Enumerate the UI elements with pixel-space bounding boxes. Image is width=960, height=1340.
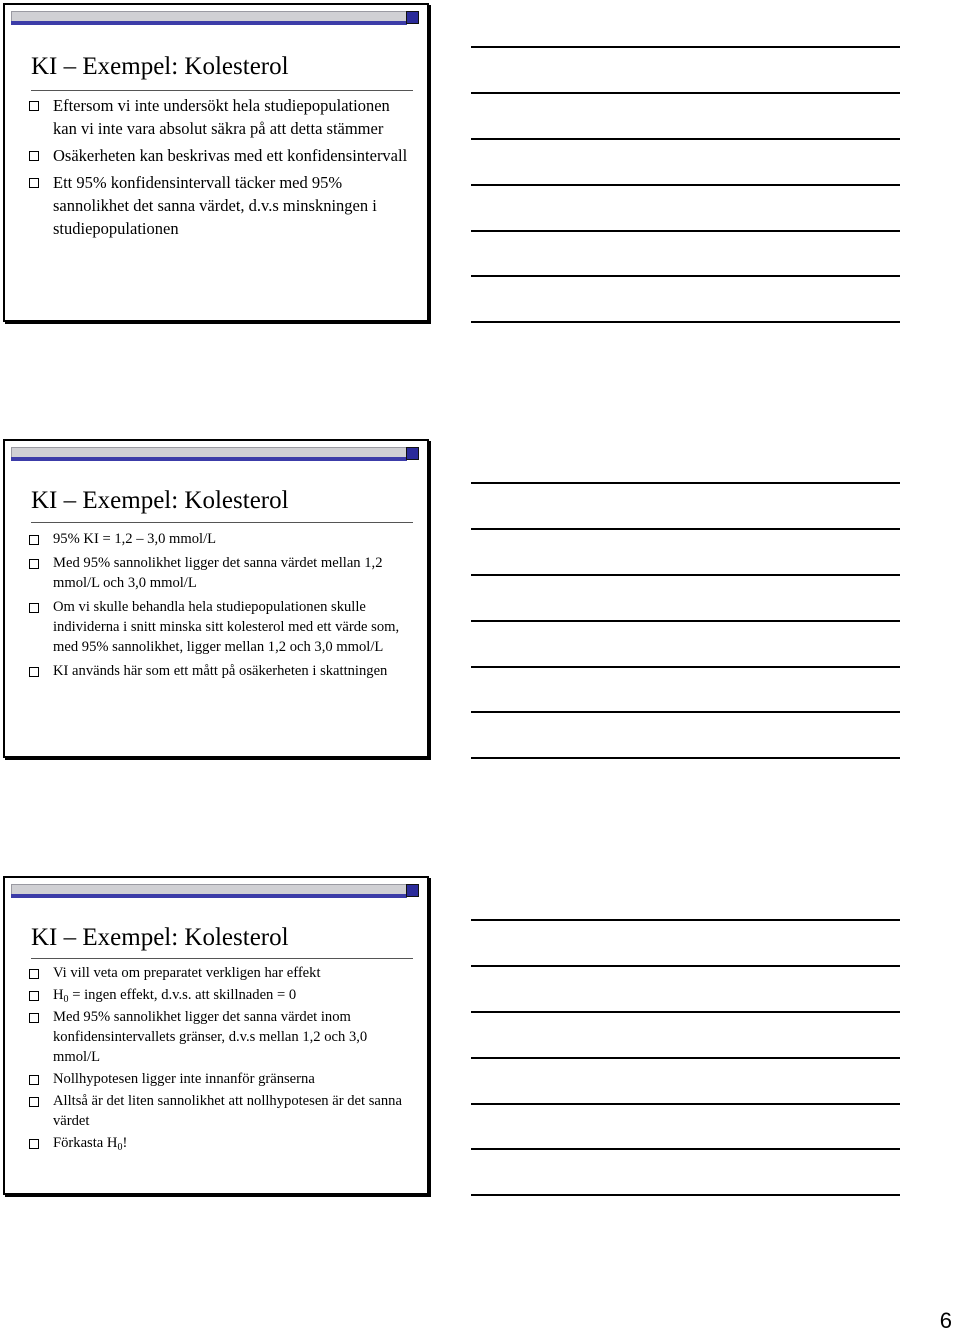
square-bullet-icon	[29, 969, 39, 979]
bullet-item: Med 95% sannolikhet ligger det sanna värdet mellan 1,2 mmol/L och 3,0 mmol/L	[27, 553, 417, 593]
note-line	[471, 138, 900, 140]
slide-title: KI – Exempel: Kolesterol	[31, 924, 289, 951]
slide-title: KI – Exempel: Kolesterol	[31, 53, 289, 80]
slide-title: KI – Exempel: Kolesterol	[31, 487, 289, 514]
bullet-item: Eftersom vi inte undersökt hela studiepopulationen kan vi inte vara absolut säkra på att detta stämmer	[27, 94, 417, 140]
bullet-list	[27, 963, 417, 1155]
note-line	[471, 574, 900, 576]
square-bullet-icon	[29, 559, 39, 569]
square-bullet-icon	[29, 603, 39, 613]
square-bullet-icon	[29, 178, 39, 188]
bullet-item: Med 95% sannolikhet ligger det sanna värdet inom konfidensintervallets gränser, d.v.s mellan 1,2 och 3,0 mmol/L	[27, 1007, 417, 1067]
bullet-item: KI används här som ett mått på osäkerheten i skattningen	[27, 661, 417, 681]
title-divider	[31, 522, 413, 523]
note-line	[471, 230, 900, 232]
note-line	[471, 275, 900, 277]
note-line	[471, 1057, 900, 1059]
bullet-item: Nollhypotesen ligger inte innanför gränserna	[27, 1069, 417, 1089]
note-line	[471, 711, 900, 713]
slide-header-bar	[11, 11, 419, 25]
note-line	[471, 1148, 900, 1150]
square-bullet-icon	[29, 991, 39, 1001]
note-line	[471, 184, 900, 186]
bullet-item: Osäkerheten kan beskrivas med ett konfidensintervall	[27, 144, 417, 167]
square-bullet-icon	[29, 535, 39, 545]
title-divider	[31, 90, 413, 91]
title-divider	[31, 958, 413, 959]
bullet-item: 95% KI = 1,2 – 3,0 mmol/L	[27, 529, 417, 549]
note-line	[471, 46, 900, 48]
note-line	[471, 528, 900, 530]
square-bullet-icon	[29, 1139, 39, 1149]
square-bullet-icon	[29, 1097, 39, 1107]
note-line	[471, 919, 900, 921]
h0-subscript: 0	[63, 994, 69, 1005]
page-number: 6	[939, 1308, 952, 1333]
square-bullet-icon	[29, 151, 39, 161]
note-line	[471, 1194, 900, 1196]
note-line	[471, 757, 900, 759]
bullet-list	[27, 529, 417, 685]
bullet-list	[27, 94, 417, 244]
bullet-item: Vi vill veta om preparatet verkligen har effekt	[27, 963, 417, 983]
slide-header-bar	[11, 447, 419, 461]
notes-area-3	[471, 873, 900, 1203]
h0-subscript: 0	[117, 1142, 123, 1153]
note-line	[471, 1103, 900, 1105]
slide-3	[3, 876, 429, 1195]
bullet-item: Alltså är det liten sannolikhet att nollhypotesen är det sanna värdet	[27, 1091, 417, 1131]
note-line	[471, 482, 900, 484]
square-bullet-icon	[29, 101, 39, 111]
corner-square-icon	[406, 11, 419, 24]
square-bullet-icon	[29, 667, 39, 677]
note-line	[471, 92, 900, 94]
note-line	[471, 321, 900, 323]
notes-area-1	[471, 0, 900, 330]
notes-area-2	[471, 436, 900, 766]
bullet-item: Ett 95% konfidensintervall täcker med 95% sannolikhet det sanna värdet, d.v.s minskningen i studiepopulationen	[27, 171, 417, 240]
bullet-item: $H_0$ = ingen effekt, d.v.s. att skillnaden = 0	[27, 985, 417, 1005]
corner-square-icon	[406, 884, 419, 897]
square-bullet-icon	[29, 1013, 39, 1023]
square-bullet-icon	[29, 1075, 39, 1085]
note-line	[471, 666, 900, 668]
slide-2	[3, 439, 429, 758]
note-line	[471, 965, 900, 967]
bullet-item: Om vi skulle behandla hela studiepopulationen skulle individerna i snitt minska sitt kolesterol med ett värde som, med 95% sannolikhet, ligger mellan 1,2 och 3,0 mmol/L	[27, 597, 417, 657]
note-line	[471, 1011, 900, 1013]
h0-symbol: H	[53, 987, 64, 1003]
note-line	[471, 620, 900, 622]
slide-header-bar	[11, 884, 419, 898]
slide-1	[3, 3, 429, 322]
bullet-item: Förkasta $H_0$!	[27, 1133, 417, 1153]
corner-square-icon	[406, 447, 419, 460]
